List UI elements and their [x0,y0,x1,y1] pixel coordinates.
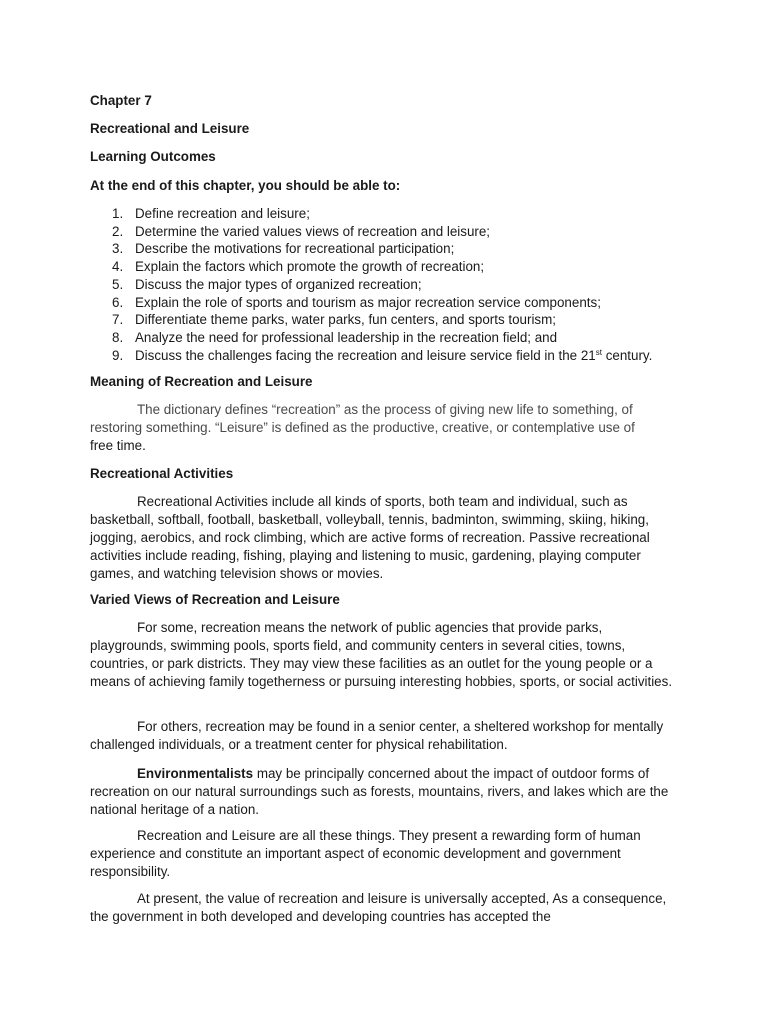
views-paragraph-4: Recreation and Leisure are all these things. They present a rewarding form of human experience and constitute an important aspect of economic development and government responsibility. [90,828,641,879]
outcome-item [112,240,692,258]
activities-paragraph: Recreational Activities include all kinds of sports, both team and individual, such as basketball, softball, football, basketball, volleyball, tennis, badminton, swimming, skiing, hiking, jogging, aerobics, and rock climbing, which are active forms of recreation. Passive recreational activities include reading, fishing, playing and listening to music, gardening, playing computer games, and watching television shows or movies. [90,494,650,581]
views-heading: Varied Views of Recreation and Leisure [90,592,340,607]
chapter-title: Recreational and Leisure [90,121,250,136]
meaning-tail-text: free time. [90,438,146,453]
views-section-3 [90,765,680,819]
activities-heading: Recreational Activities [90,466,234,481]
outcome-text: Explain the role of sports and tourism as major recreation service components; [135,294,601,310]
views-section-2 [90,718,680,754]
chapter-label: Chapter 7 [90,93,152,108]
outcome-item [112,205,692,223]
outcome-number: 1. [112,206,124,221]
outcome-number: 2. [112,223,124,239]
activities-section [90,493,680,583]
learning-outcomes-heading: Learning Outcomes [90,149,216,164]
outcomes-intro: At the end of this chapter, you should be able to: [90,178,401,193]
outcome-item [112,329,692,347]
outcome-number: 6. [112,294,124,310]
ordinal-superscript: st [595,347,602,357]
views-paragraph-3-text: may be principally concerned about the impact of outdoor forms of recreation on our natural surroundings such as forests, mountains, rivers, and lakes which are the national heritage of a nation. [90,766,669,817]
outcome-text: Discuss the major types of organized recreation; [135,276,422,292]
environmentalists-term: Environmentalists [137,766,254,781]
outcome-item [112,258,692,276]
outcome-text: Analyze the need for professional leadership in the recreation field; and [135,329,558,345]
outcome-text-tail: century. [601,347,653,363]
outcome-text: Describe the motivations for recreational participation; [135,241,455,257]
views-section [90,619,680,691]
learning-outcomes-list [112,205,692,364]
outcome-item [112,276,692,294]
outcome-item [112,223,692,241]
meaning-heading: Meaning of Recreation and Leisure [90,374,313,389]
outcome-number: 3. [112,241,124,257]
outcome-number: 4. [112,259,124,275]
outcome-number: 7. [112,312,124,328]
outcome-number: 5. [112,276,124,292]
views-paragraph-1: For some, recreation means the network of public agencies that provide parks, playgrounds, swimming pools, sports field, and community centers in several cities, towns, countries, or park districts. They may view these facilities as an outlet for the young people or a means of achieving family togetherness or pursuing interesting hobbies, sports, or social activities. [90,620,673,689]
outcome-text: Define recreation and leisure; [135,206,310,221]
outcome-text: Explain the factors which promote the growth of recreation; [135,259,485,275]
outcome-item [112,347,692,365]
outcome-number: 9. [112,347,124,363]
outcome-text: Discuss the challenges facing the recreation and leisure service field in the 21 [135,347,596,363]
outcome-number: 8. [112,329,124,345]
views-paragraph-2: For others, recreation may be found in a senior center, a sheltered workshop for mentally challenged individuals, or a treatment center for physical rehabilitation. [90,719,664,752]
outcome-item [112,311,692,329]
views-section-5 [90,890,680,926]
views-paragraph-3 [90,765,680,819]
outcome-text: Differentiate theme parks, water parks, fun centers, and sports tourism; [135,312,557,328]
views-section-4 [90,827,680,881]
outcome-text: Determine the varied values views of recreation and leisure; [135,223,491,239]
meaning-paragraph-tail [90,437,680,455]
outcome-item [112,294,692,312]
meaning-text: The dictionary defines “recreation” as the process of giving new life to something, of restoring something. “Leisure” is defined as the productive, creative, or contemplative use of [90,402,635,435]
meaning-section [90,401,680,455]
meaning-paragraph [90,401,680,437]
views-paragraph-5: At present, the value of recreation and leisure is universally accepted, As a consequence, the government in both developed and developing countries has accepted the [90,891,667,924]
